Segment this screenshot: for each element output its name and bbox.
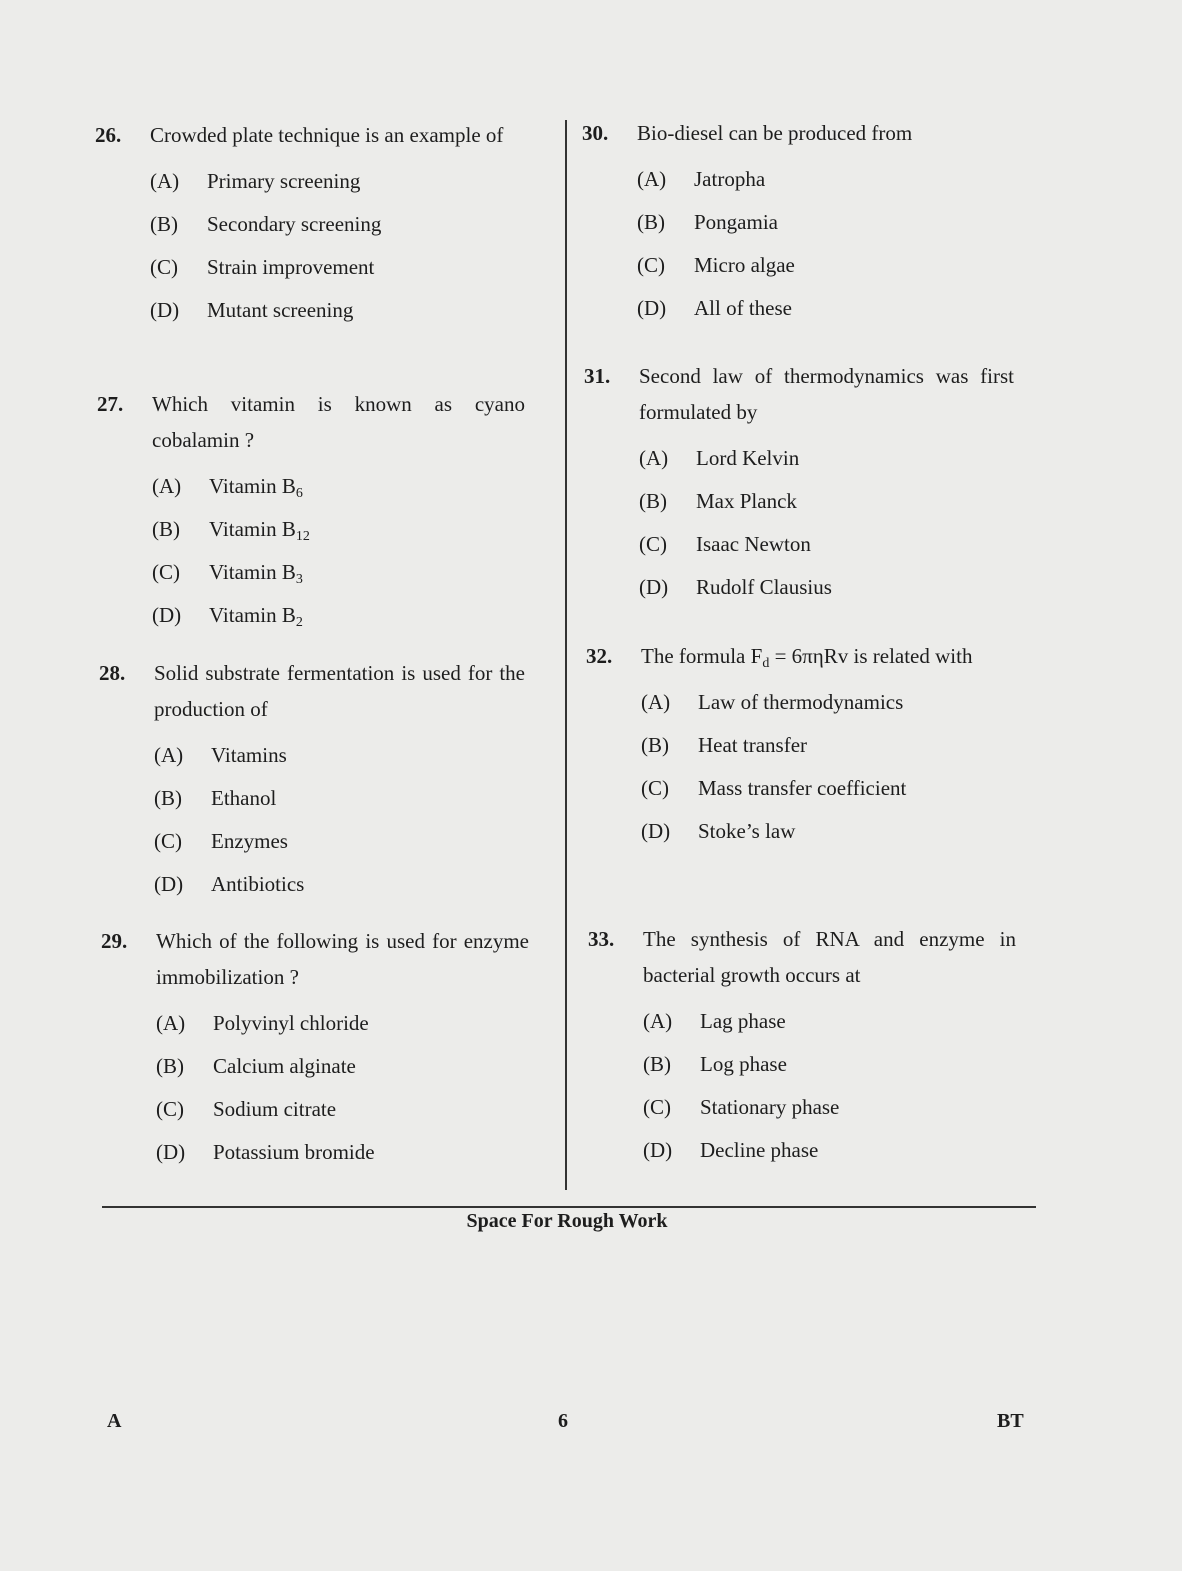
option-text: [696, 569, 832, 605]
formula-subscript: d: [762, 656, 770, 671]
option-text: [211, 823, 288, 859]
option-text: [213, 1091, 336, 1127]
option-text-main: Stationary phase: [700, 1094, 840, 1119]
option-text: [207, 206, 381, 242]
option-list: [641, 680, 1016, 852]
question-text: [639, 358, 1014, 430]
option-label: (C): [152, 559, 180, 584]
option-text-main: Rudolf Clausius: [696, 574, 832, 599]
option-label: (A): [639, 445, 669, 470]
option-text: [211, 866, 304, 902]
option-list: [152, 464, 525, 636]
option: [154, 733, 525, 776]
option-list: [639, 436, 1014, 608]
question-number: 33.: [588, 927, 615, 951]
question-text: [637, 115, 912, 151]
option-text: [696, 483, 797, 519]
question-row: [99, 655, 525, 727]
option-label: (C): [641, 775, 669, 800]
option: [154, 819, 525, 862]
option-text-main: Ethanol: [211, 785, 277, 810]
option-text-main: Antibiotics: [211, 871, 305, 896]
option-text-main: Mutant screening: [207, 297, 354, 322]
option: [639, 479, 1014, 522]
option-label: (C): [637, 252, 665, 277]
option-label: (B): [150, 211, 178, 236]
option-text-main: Decline phase: [700, 1137, 819, 1162]
option-text: [694, 247, 795, 283]
option-text-main: Strain improvement: [207, 254, 375, 279]
question-text: [643, 921, 1016, 993]
option-list: [643, 999, 1016, 1171]
option-text: [209, 511, 310, 547]
option-subscript: 2: [295, 614, 303, 630]
option-text: [211, 737, 287, 773]
option: [152, 550, 525, 593]
option: [150, 159, 525, 202]
option-text-main: Log phase: [700, 1051, 787, 1076]
question-27: [97, 386, 525, 636]
option-text: [698, 727, 807, 763]
option-text: [694, 204, 778, 240]
option-text: [213, 1048, 356, 1084]
option-text: [700, 1046, 787, 1082]
question-31: [584, 358, 1014, 608]
option-label: (A): [156, 1010, 186, 1035]
option: [643, 999, 1016, 1042]
option-text: [698, 770, 906, 806]
option-label: (B): [639, 488, 667, 513]
question-number: 27.: [97, 392, 124, 416]
question-text: [150, 117, 503, 153]
option-text-main: Vitamins: [211, 742, 287, 767]
option: [150, 245, 525, 288]
option-subscript: 3: [295, 571, 303, 587]
option-text-main: Max Planck: [696, 488, 797, 513]
option-text-main: Micro algae: [694, 252, 795, 277]
option-text-main: Isaac Newton: [696, 531, 811, 556]
option-label: (A): [152, 473, 182, 498]
option-label: (A): [641, 689, 671, 714]
option-text: [211, 780, 276, 816]
subject-code: BT: [997, 1410, 1024, 1432]
option-text-main: Law of thermodynamics: [698, 689, 904, 714]
option: [156, 1001, 529, 1044]
option: [150, 288, 525, 331]
option-label: (A): [637, 166, 667, 191]
option-label: (B): [156, 1053, 184, 1078]
option-label: (B): [154, 785, 182, 810]
option-text: [700, 1132, 818, 1168]
option-label: (D): [639, 574, 669, 599]
question-text: [156, 923, 529, 995]
option-text: [209, 468, 303, 504]
option-list: [150, 159, 525, 331]
option-text-main: Sodium citrate: [213, 1096, 337, 1121]
question-33: [588, 921, 1016, 1171]
option-label: (C): [156, 1096, 184, 1121]
question-32: [586, 638, 1016, 852]
question-number: 26.: [95, 123, 122, 147]
option: [154, 776, 525, 819]
option-text-main: Lord Kelvin: [696, 445, 800, 470]
question-text-part: Which vitamin is known as cyano cobalamin ?: [152, 392, 525, 452]
option-text: [696, 440, 799, 476]
option-text-main: Potassium bromide: [213, 1139, 375, 1164]
option-text: [209, 554, 303, 590]
option-label: (B): [643, 1051, 671, 1076]
option-text-main: Primary screening: [207, 168, 361, 193]
option: [639, 565, 1014, 608]
option: [637, 200, 1012, 243]
option: [641, 809, 1016, 852]
question-text-part: The synthesis of RNA and enzyme in bacterial growth occurs at: [643, 927, 1016, 987]
option-text-main: Enzymes: [211, 828, 288, 853]
option-label: (C): [639, 531, 667, 556]
option-text-main: All of these: [694, 295, 792, 320]
question-row: [101, 923, 529, 995]
option-text-main: Pongamia: [694, 209, 778, 234]
option-text-main: Secondary screening: [207, 211, 382, 236]
question-text-part: Crowded plate technique is an example of: [150, 123, 504, 147]
option: [156, 1087, 529, 1130]
question-26: [95, 117, 525, 331]
option-label: (C): [643, 1094, 671, 1119]
option-label: (D): [641, 818, 671, 843]
question-30: [582, 115, 1012, 329]
option: [641, 680, 1016, 723]
question-text-part: The formula F: [641, 644, 763, 668]
option: [641, 723, 1016, 766]
option-text-main: Calcium alginate: [213, 1053, 356, 1078]
question-text-part: Solid substrate fermentation is used for the production of: [154, 661, 525, 721]
question-row: [588, 921, 1016, 993]
option-text-main: Vitamin B: [209, 516, 296, 541]
question-row: [95, 117, 525, 153]
option-label: (A): [643, 1008, 673, 1033]
option: [150, 202, 525, 245]
question-number: 29.: [101, 929, 128, 953]
option-label: (D): [152, 602, 182, 627]
option-text-main: Vitamin B: [209, 559, 296, 584]
option-text: [700, 1089, 839, 1125]
option-text: [700, 1003, 786, 1039]
option-text: [207, 163, 360, 199]
option-text: [694, 290, 792, 326]
option-label: (B): [641, 732, 669, 757]
option-label: (B): [152, 516, 180, 541]
option-label: (D): [643, 1137, 673, 1162]
option-text: [694, 161, 765, 197]
option-label: (C): [154, 828, 182, 853]
option-label: (D): [637, 295, 667, 320]
option-label: (D): [156, 1139, 186, 1164]
option-text: [696, 526, 811, 562]
rough-work-rule: [102, 1206, 1036, 1208]
question-text-part: Bio-diesel can be produced from: [637, 121, 913, 145]
option: [643, 1128, 1016, 1171]
option-text: [209, 597, 303, 633]
option: [637, 157, 1012, 200]
option-label: (A): [150, 168, 180, 193]
option-text-main: Heat transfer: [698, 732, 808, 757]
option-text-main: Mass transfer coefficient: [698, 775, 907, 800]
option: [639, 522, 1014, 565]
question-number: 32.: [586, 644, 613, 668]
question-row: [584, 358, 1014, 430]
option-text: [213, 1005, 369, 1041]
question-row: [582, 115, 1012, 151]
option: [639, 436, 1014, 479]
column-divider: [565, 120, 567, 1190]
rough-work-heading: Space For Rough Work: [466, 1210, 668, 1232]
option-label: (C): [150, 254, 178, 279]
option: [643, 1085, 1016, 1128]
option-text: [207, 249, 374, 285]
question-text: [152, 386, 525, 458]
option-text: [213, 1134, 375, 1170]
question-text: [641, 638, 972, 674]
option: [643, 1042, 1016, 1085]
question-number: 28.: [99, 661, 126, 685]
option-label: (D): [154, 871, 184, 896]
option-subscript: 6: [295, 485, 303, 501]
option-label: (A): [154, 742, 184, 767]
option-list: [154, 733, 525, 905]
option-text: [207, 292, 353, 328]
option-label: (B): [637, 209, 665, 234]
set-code: A: [107, 1410, 122, 1432]
option: [152, 507, 525, 550]
option-list: [156, 1001, 529, 1173]
option-text: [698, 813, 795, 849]
option-text-main: Vitamin B: [209, 473, 296, 498]
question-text-part: Second law of thermodynamics was first formulated by: [639, 364, 1014, 424]
question-row: [586, 638, 1016, 674]
question-29: [101, 923, 529, 1173]
option-text-main: Lag phase: [700, 1008, 786, 1033]
option: [641, 766, 1016, 809]
question-28: [99, 655, 525, 905]
option: [156, 1044, 529, 1087]
option: [152, 464, 525, 507]
option-text-main: Polyvinyl chloride: [213, 1010, 369, 1035]
option: [154, 862, 525, 905]
option-text-main: Stoke’s law: [698, 818, 796, 843]
option-text-main: Vitamin B: [209, 602, 296, 627]
question-text-part: Which of the following is used for enzyme immobilization ?: [156, 929, 529, 989]
page-number: 6: [558, 1410, 568, 1432]
option-list: [637, 157, 1012, 329]
option: [637, 243, 1012, 286]
option-text-main: Jatropha: [694, 166, 766, 191]
option-text: [698, 684, 903, 720]
option: [152, 593, 525, 636]
question-text: [154, 655, 525, 727]
question-text-part: = 6πηRv is related with: [769, 644, 973, 668]
option: [156, 1130, 529, 1173]
option: [637, 286, 1012, 329]
option-label: (D): [150, 297, 180, 322]
option-subscript: 12: [295, 528, 310, 544]
question-number: 31.: [584, 364, 611, 388]
question-number: 30.: [582, 121, 609, 145]
question-row: [97, 386, 525, 458]
